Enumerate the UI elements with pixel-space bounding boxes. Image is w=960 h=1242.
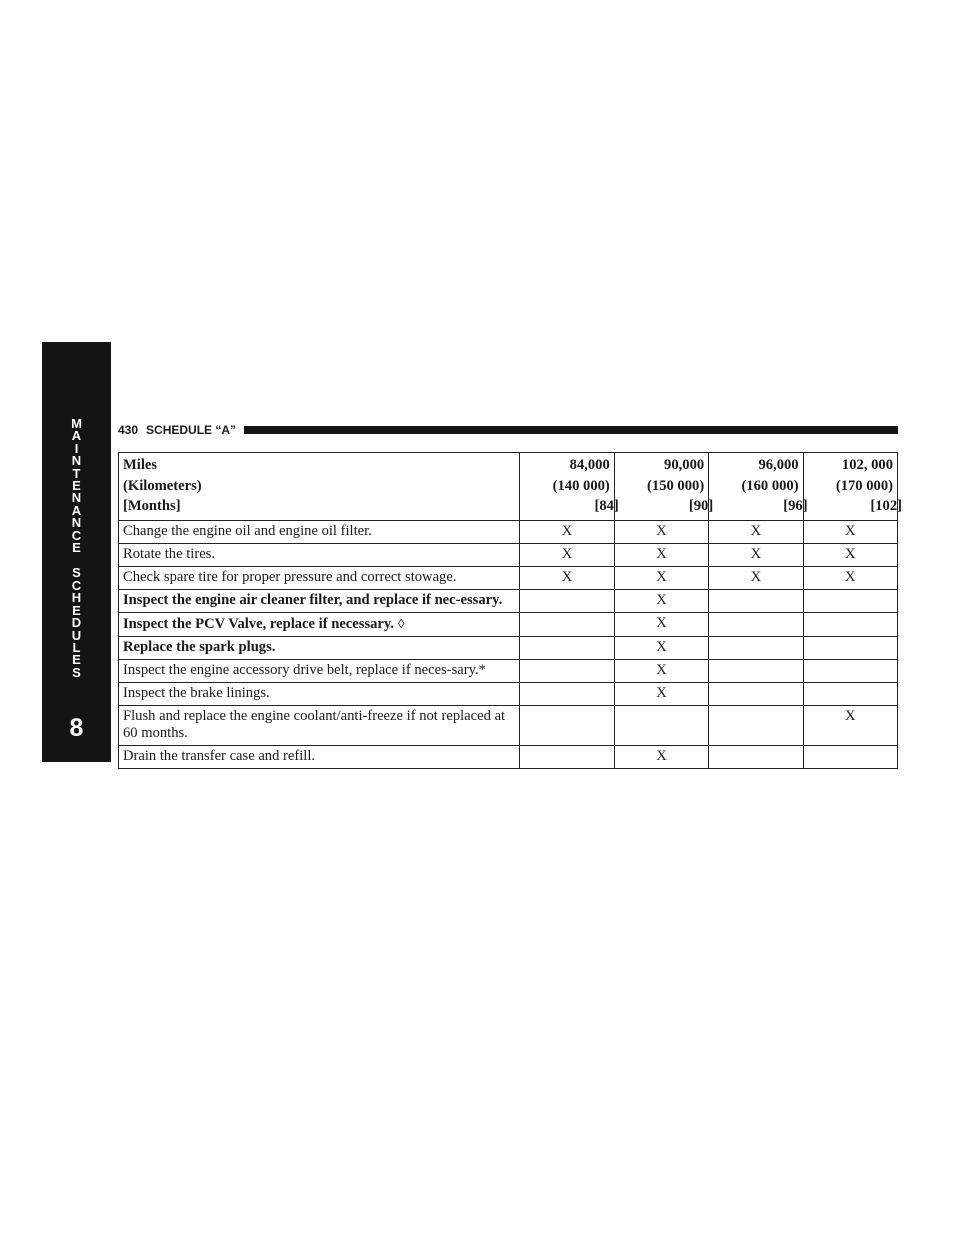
mark-cell: X: [614, 612, 708, 636]
mark-cell: X: [614, 566, 708, 589]
side-letter: S: [72, 664, 81, 680]
side-letter: H: [71, 590, 82, 606]
side-letter: U: [71, 627, 82, 643]
mark-cell: [520, 682, 614, 705]
chapter-side-tab: [42, 342, 111, 762]
mark-cell: [709, 636, 803, 659]
interval-months: [84]: [594, 498, 619, 514]
mark-cell: X: [614, 543, 708, 566]
chapter-number: 8: [69, 714, 84, 742]
side-letter: M: [71, 416, 82, 431]
task-cell: Rotate the tires.: [119, 543, 520, 566]
header-months-label: [Months]: [123, 498, 181, 514]
page-header: [118, 421, 898, 439]
table-row: [119, 589, 898, 612]
table-header-row: [119, 453, 898, 521]
interval-header-cell: [803, 453, 902, 521]
mark-cell: X: [520, 543, 614, 566]
header-miles-label: Miles: [123, 457, 158, 473]
task-cell: Inspect the brake linings.: [119, 682, 520, 705]
mark-cell: X: [709, 543, 803, 566]
mark-cell: X: [709, 566, 803, 589]
interval-km: (140 000): [552, 477, 610, 494]
side-letter: I: [74, 440, 79, 456]
interval-months: [96]: [783, 498, 808, 514]
task-cell: Flush and replace the engine coolant/anti-freeze if not replaced at 60 months.: [119, 705, 520, 745]
mark-cell: [520, 659, 614, 682]
task-cell: Change the engine oil and engine oil filter.: [119, 520, 520, 543]
side-letter: N: [71, 453, 82, 469]
mark-cell: X: [709, 520, 803, 543]
mark-cell: [520, 705, 614, 745]
table-row: [119, 543, 898, 566]
side-letter: C: [71, 527, 82, 543]
header-label-cell: [119, 453, 520, 521]
interval-miles: 84,000: [569, 457, 610, 473]
mark-cell: [709, 682, 803, 705]
section-title: SCHEDULE “A”: [146, 423, 237, 437]
interval-miles: 96,000: [758, 457, 799, 473]
interval-miles: 90,000: [664, 457, 705, 473]
mark-cell: [803, 745, 897, 768]
interval-months: [90]: [688, 498, 714, 514]
mark-cell: [803, 612, 897, 636]
side-letter: N: [71, 490, 82, 506]
mark-cell: [520, 589, 614, 612]
mark-cell: X: [803, 543, 897, 566]
mark-cell: X: [803, 705, 897, 745]
diamond-symbol-icon: ◊: [398, 615, 405, 631]
side-letter: A: [71, 502, 82, 518]
task-cell: Replace the spark plugs.: [119, 636, 520, 659]
side-letter: N: [71, 515, 82, 531]
table-row: [119, 520, 898, 543]
mark-cell: [709, 705, 803, 745]
mark-cell: [614, 705, 708, 745]
mark-cell: [520, 745, 614, 768]
mark-cell: X: [614, 636, 708, 659]
mark-cell: [803, 636, 897, 659]
interval-header-cell: [709, 453, 808, 521]
task-cell-with-symbol: [119, 612, 520, 636]
task-cell: Drain the transfer case and refill.: [119, 745, 520, 768]
mark-cell: X: [614, 745, 708, 768]
mark-cell: X: [614, 589, 708, 612]
table-row: [119, 745, 898, 768]
table-row: [119, 612, 898, 636]
table-row: [119, 659, 898, 682]
interval-miles: 102, 000: [841, 457, 893, 473]
side-letter: E: [72, 602, 81, 618]
interval-km: (160 000): [741, 477, 799, 494]
interval-header-cell: [614, 453, 714, 521]
mark-cell: [803, 659, 897, 682]
header-rule: [244, 426, 898, 434]
maintenance-schedule-table: [118, 452, 902, 769]
task-cell: Check spare tire for proper pressure and correct stowage.: [119, 566, 520, 589]
table-row: [119, 636, 898, 659]
mark-cell: [803, 682, 897, 705]
mark-cell: X: [520, 520, 614, 543]
interval-km: (150 000): [647, 477, 705, 494]
side-letter: E: [72, 652, 81, 668]
mark-cell: X: [614, 520, 708, 543]
mark-cell: [803, 589, 897, 612]
page-number: 430: [118, 423, 139, 437]
interval-header-cell: [520, 453, 619, 521]
mark-cell: [520, 636, 614, 659]
side-letter: C: [71, 577, 82, 593]
side-letter: D: [71, 615, 82, 631]
table-row: [119, 682, 898, 705]
side-letter: T: [72, 465, 81, 481]
table-row: [119, 566, 898, 589]
mark-cell: X: [803, 566, 897, 589]
task-text: Inspect the PCV Valve, replace if necessary.: [123, 615, 395, 632]
side-letter: E: [72, 478, 81, 494]
mark-cell: [709, 745, 803, 768]
mark-cell: X: [520, 566, 614, 589]
side-letter: L: [72, 639, 81, 655]
mark-cell: X: [803, 520, 897, 543]
header-km-label: (Kilometers): [123, 477, 202, 494]
side-letter: E: [72, 540, 81, 556]
mark-cell: X: [614, 659, 708, 682]
mark-cell: [520, 612, 614, 636]
table-row: [119, 705, 898, 745]
interval-months: [102]: [870, 498, 902, 514]
interval-km: (170 000): [835, 477, 893, 494]
mark-cell: [709, 659, 803, 682]
side-letter: S: [72, 565, 81, 581]
chapter-title-vertical: [42, 418, 111, 679]
mark-cell: [709, 612, 803, 636]
side-letter: A: [71, 428, 82, 444]
mark-cell: X: [614, 682, 708, 705]
task-cell: Inspect the engine air cleaner filter, and replace if nec-essary.: [119, 589, 520, 612]
mark-cell: [709, 589, 803, 612]
task-cell: Inspect the engine accessory drive belt, replace if neces-sary.*: [119, 659, 520, 682]
